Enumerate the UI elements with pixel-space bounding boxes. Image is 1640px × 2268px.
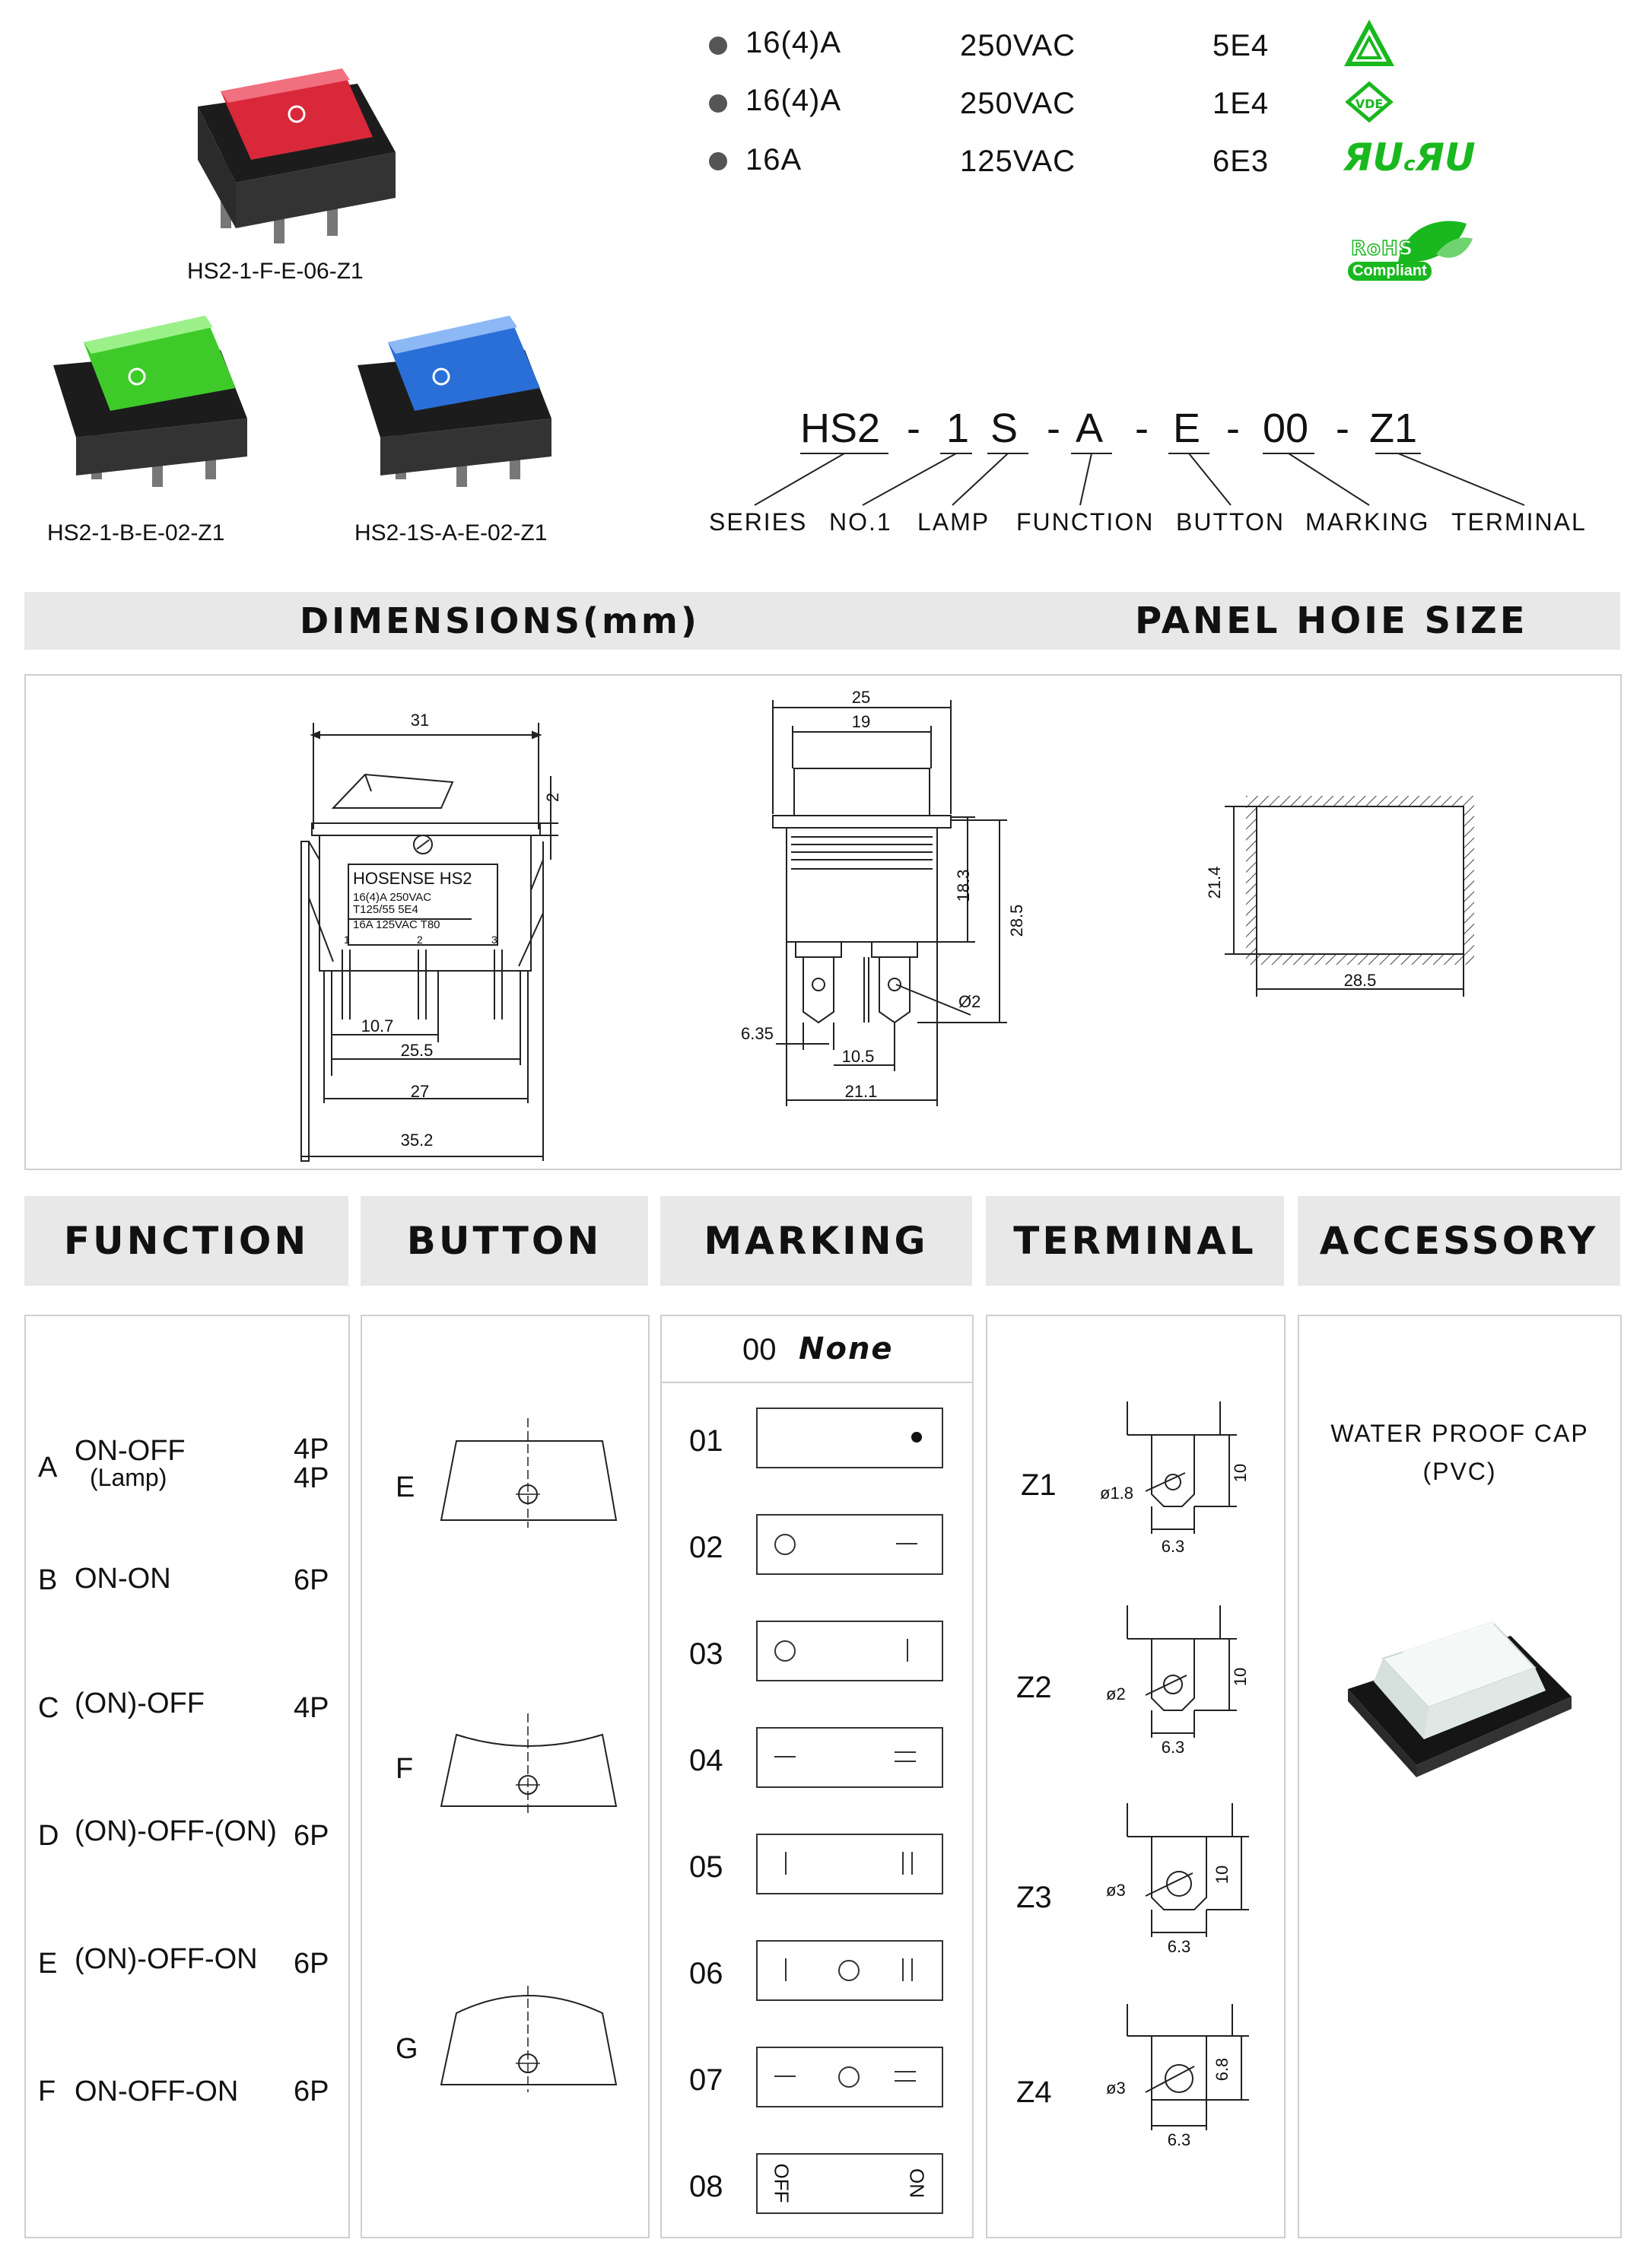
legend-function: FUNCTION	[1016, 508, 1155, 536]
code-dash: -	[1135, 406, 1149, 451]
circle-symbol-icon	[774, 1534, 796, 1555]
dot-icon	[911, 1432, 922, 1443]
dimensions-header-bar	[24, 592, 1620, 650]
label-line1: 16(4)A 250VAC	[353, 891, 432, 904]
marking-code: 05	[689, 1850, 723, 1884]
terminal-code: Z4	[1016, 2076, 1052, 2109]
label-brand: HOSENSE HS2	[353, 869, 472, 888]
double-line-symbol-icon	[895, 2071, 916, 2072]
button-g-profile	[434, 1986, 624, 2092]
label-line2: T125/55 5E4	[353, 903, 418, 916]
line-symbol-icon	[896, 1543, 917, 1544]
product-label: HS2-1-F-E-06-Z1	[187, 259, 364, 284]
marking-box	[756, 1727, 943, 1788]
rating-voltage: 250VAC	[960, 29, 1076, 62]
circle-symbol-icon	[838, 1960, 860, 1981]
marking-code: 06	[689, 1957, 723, 1990]
function-pins: 6P	[294, 1564, 329, 1596]
button-code: F	[396, 1753, 414, 1785]
on-text: ON	[905, 2168, 929, 2198]
panel-hole-drawing	[1194, 784, 1483, 1012]
code-dash: -	[907, 406, 920, 451]
dim-z3-h: 10	[1213, 1865, 1232, 1885]
function-pins: 6P	[294, 1820, 329, 1852]
marking-code: 03	[689, 1637, 723, 1671]
rating-voltage: 250VAC	[960, 87, 1076, 120]
marking-none-code: 00	[742, 1333, 777, 1366]
terminal-header: TERMINAL	[986, 1196, 1284, 1286]
dim-front-35-2: 35.2	[400, 1131, 434, 1150]
button-header: BUTTON	[361, 1196, 648, 1286]
dim-side-28-5: 28.5	[1007, 904, 1026, 937]
terminal-z4-drawing	[1088, 1993, 1255, 2161]
dim-z2-phi: ø2	[1106, 1684, 1126, 1703]
svg-text:VDE: VDE	[1355, 97, 1384, 111]
dim-panel-21-4: 21.4	[1205, 866, 1224, 899]
dim-z3-w: 6.3	[1167, 1937, 1191, 1956]
line-symbol-icon	[774, 2076, 796, 2077]
legend-marking: MARKING	[1305, 508, 1430, 536]
function-name: ON-OFF	[75, 1435, 186, 1467]
ur-c-mark: c	[1403, 153, 1416, 176]
code-dash: -	[1047, 406, 1060, 451]
code-segment-function: A	[1076, 406, 1104, 451]
legend-lamp: LAMP	[917, 508, 990, 536]
function-code: C	[38, 1692, 59, 1724]
dim-panel-28-5: 28.5	[1343, 971, 1377, 990]
terminal-z2-drawing	[1088, 1601, 1255, 1768]
rating-current: 16A	[745, 143, 803, 177]
dim-z3-phi: ø3	[1106, 1881, 1126, 1900]
function-code: B	[38, 1564, 58, 1596]
accessory-header: ACCESSORY	[1298, 1196, 1620, 1286]
terminal-z3-drawing	[1088, 1799, 1255, 1966]
ur-mark: ЯU	[1415, 135, 1476, 180]
marking-code: 01	[689, 1424, 723, 1458]
legend-no: NO.1	[829, 508, 892, 536]
line-symbol-icon	[774, 1756, 796, 1757]
button-f-profile	[434, 1712, 624, 1818]
dim-z4-w: 6.3	[1167, 2130, 1191, 2149]
marking-code: 02	[689, 1531, 723, 1564]
dim-z1-h: 10	[1231, 1463, 1250, 1483]
function-name: ON-OFF-ON	[75, 2076, 239, 2107]
marking-box	[756, 2047, 943, 2107]
accessory-line2: (PVC)	[1422, 1458, 1497, 1485]
front-view-drawing	[289, 708, 563, 1156]
function-name: ON-ON	[75, 1563, 171, 1595]
function-pins: 6P	[294, 1948, 329, 1980]
double-bar-symbol-icon	[902, 1958, 904, 1981]
product-label: HS2-1S-A-E-02-Z1	[354, 520, 548, 546]
rating-current: 16(4)A	[745, 26, 842, 59]
dim-side-21-1: 21.1	[844, 1082, 878, 1101]
double-line-symbol-icon	[895, 1761, 916, 1762]
dim-side-19: 19	[851, 712, 871, 731]
function-code: D	[38, 1820, 59, 1852]
panel-hole-title: PANEL HOIE SIZE	[1135, 600, 1528, 642]
marking-code: 04	[689, 1744, 723, 1777]
double-bar-symbol-icon	[911, 1958, 913, 1981]
marking-code: 07	[689, 2063, 723, 2097]
bar-symbol-icon	[785, 1852, 787, 1875]
function-pins: 6P	[294, 2076, 329, 2107]
pin-2: 2	[417, 934, 423, 946]
dim-z1-w: 6.3	[1161, 1537, 1185, 1556]
marking-box	[756, 1408, 943, 1468]
rating-cycles: 6E3	[1213, 145, 1270, 178]
dim-front-31: 31	[410, 711, 430, 730]
function-pins: 4P	[294, 1433, 329, 1465]
button-code: E	[396, 1471, 415, 1503]
dim-side-phi2: Ø2	[958, 992, 981, 1011]
terminal-code: Z3	[1016, 1881, 1052, 1914]
rating-current: 16(4)A	[745, 84, 842, 117]
dim-front-2: 2	[543, 792, 562, 803]
circle-symbol-icon	[838, 2066, 860, 2088]
ur-mark: ЯU	[1343, 135, 1404, 180]
button-code: G	[396, 2033, 418, 2065]
legend-series: SERIES	[709, 508, 808, 536]
function-code: E	[38, 1948, 58, 1980]
waterproof-cap-photo	[1343, 1605, 1579, 1780]
double-bar-symbol-icon	[911, 1852, 913, 1875]
marking-none-label: None	[799, 1331, 894, 1366]
terminal-z1-drawing	[1088, 1397, 1255, 1564]
rating-cycles: 1E4	[1213, 87, 1270, 120]
bar-symbol-icon	[785, 1958, 787, 1981]
marking-box	[756, 2153, 943, 2214]
rating-cycles: 5E4	[1213, 29, 1270, 62]
dim-side-10-5: 10.5	[841, 1047, 875, 1066]
dimensions-title: DIMENSIONS(mm)	[300, 600, 700, 641]
code-segment-no: 1	[946, 406, 970, 451]
function-name: (ON)-OFF-(ON)	[75, 1815, 277, 1847]
marking-box	[756, 1621, 943, 1681]
dim-front-10-7: 10.7	[361, 1016, 394, 1035]
double-line-symbol-icon	[895, 2080, 916, 2082]
bar-symbol-icon	[907, 1639, 908, 1662]
function-sub: (Lamp)	[90, 1464, 167, 1491]
side-view-drawing	[730, 688, 1050, 1126]
dim-front-25-5: 25.5	[400, 1041, 434, 1060]
function-name: (ON)-OFF-ON	[75, 1943, 258, 1975]
dim-z2-h: 10	[1231, 1667, 1250, 1687]
rating-voltage: 125VAC	[960, 145, 1076, 178]
terminal-code: Z2	[1016, 1671, 1052, 1704]
circle-symbol-icon	[774, 1640, 796, 1662]
dim-side-25: 25	[851, 688, 871, 707]
accessory-line1: WATER PROOF CAP	[1330, 1420, 1589, 1447]
code-dash: -	[1226, 406, 1240, 451]
function-code: A	[38, 1452, 58, 1484]
function-pins: 4P	[294, 1462, 329, 1494]
marking-box	[756, 1834, 943, 1894]
code-segment-terminal: Z1	[1369, 406, 1418, 451]
dim-side-6-35: 6.35	[741, 1024, 774, 1043]
code-leader-lines	[0, 0, 1640, 548]
rohs-text: RoHS	[1351, 237, 1414, 260]
code-segment-lamp: S	[990, 406, 1019, 451]
code-dash: -	[1336, 406, 1349, 451]
function-name: (ON)-OFF	[75, 1687, 205, 1719]
marking-box	[756, 1514, 943, 1575]
dim-z4-phi: ø3	[1106, 2079, 1126, 2098]
function-code: F	[38, 2076, 56, 2107]
label-line3: 16A 125VAC T80	[353, 918, 440, 931]
double-bar-symbol-icon	[902, 1852, 904, 1875]
code-segment-marking: 00	[1263, 406, 1309, 451]
pin-3: 3	[491, 934, 497, 946]
button-e-profile	[434, 1415, 624, 1529]
double-line-symbol-icon	[895, 1751, 916, 1753]
function-header: FUNCTION	[24, 1196, 348, 1286]
dim-z4-h: 6.8	[1213, 2057, 1232, 2082]
terminal-code: Z1	[1021, 1468, 1057, 1502]
dim-front-27: 27	[410, 1082, 430, 1101]
marking-box	[756, 1940, 943, 2001]
dim-side-18-3: 18.3	[954, 869, 973, 902]
compliant-text: Compliant	[1348, 262, 1432, 281]
legend-button: BUTTON	[1176, 508, 1285, 536]
pin-1: 1	[344, 934, 350, 946]
code-segment-button: E	[1173, 406, 1201, 451]
product-label: HS2-1-B-E-02-Z1	[47, 520, 225, 546]
dim-z2-w: 6.3	[1161, 1738, 1185, 1757]
marking-code: 08	[689, 2170, 723, 2203]
marking-header: MARKING	[660, 1196, 972, 1286]
dim-z1-phi: ø1.8	[1100, 1484, 1134, 1503]
off-text: OFF	[770, 2163, 793, 2203]
code-segment-series: HS2	[800, 406, 881, 451]
legend-terminal: TERMINAL	[1451, 508, 1587, 536]
function-pins: 4P	[294, 1692, 329, 1724]
